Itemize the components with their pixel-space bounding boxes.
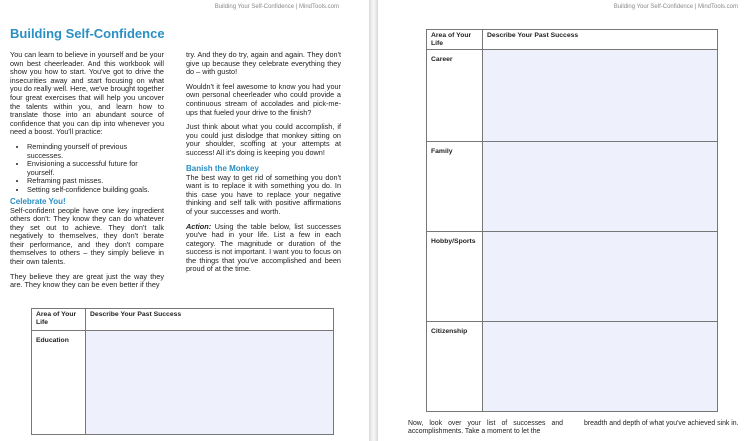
column-header-success: Describe Your Past Success <box>483 30 718 50</box>
column-header-success: Describe Your Past Success <box>86 309 334 331</box>
action-label: Action: <box>186 221 212 231</box>
action-paragraph <box>186 223 341 275</box>
table-row <box>427 142 718 232</box>
right-column <box>186 51 341 280</box>
action-text: Using the table below, list successes you've had in your life. List a few in each category. The magnitude or duration of the success is not important. I want you to focus on the things that you've accomplished and been proud of at the time. <box>186 221 341 274</box>
practice-list <box>10 143 164 195</box>
column-header-area: Area of Your Life <box>32 309 86 331</box>
row-label-citizenship: Citizenship <box>427 322 483 412</box>
success-table <box>31 308 334 435</box>
table-row <box>427 232 718 322</box>
row-label-family: Family <box>427 142 483 232</box>
right-page <box>378 0 750 441</box>
celebrate-paragraph: Self-confident people have one key ingredient others don't: They know they can do whatever they set out to achieve. They don't talk negatively to themselves, they don't berate their performance, and they don't compare themselves to others – they simply believe in their own talents. <box>10 205 164 267</box>
left-column <box>10 51 164 296</box>
left-page <box>0 0 369 441</box>
list-item: • Reframing past misses. <box>27 177 164 186</box>
running-head: Building Your Self-Confidence | MindTools.com <box>613 4 738 10</box>
row-label-career: Career <box>427 50 483 142</box>
closing-paragraph-right: breadth and depth of what you've achieved sink in. <box>584 420 739 427</box>
document-title: Building Self-Confidence <box>10 26 165 41</box>
page-gutter <box>369 0 378 441</box>
intro-paragraph: You can learn to believe in yourself and be your own best cheerleader. And this workbook will show you how to start. You've got to drive the insecurities away and start focusing on what you do really well. Here, we've brought together four great exercises that will help you uncover the talents within you, and learn how to translate those into an abundant source of confidence that you can dip into whenever you need a boost. You'll practice: <box>10 50 164 137</box>
success-cell-education[interactable] <box>86 331 334 435</box>
paragraph: Wouldn't it feel awesome to know you had your own personal cheerleader who could provide a continuous stream of accolades and pick-me-ups that fueled your drive to the finish? <box>186 81 341 117</box>
banish-paragraph: The best way to get rid of something you don't want is to replace it with something you do. In this case you have to replace your negative thinking and self talk with positive affirmations of your successes and worth. <box>186 172 341 216</box>
celebrate-heading: Celebrate You! <box>10 196 66 206</box>
list-item: • Reminding yourself of previous successes. <box>27 143 164 160</box>
table-row <box>427 50 718 142</box>
success-cell-family[interactable] <box>483 142 718 232</box>
celebrate-paragraph-2: They believe they are great just the way they are. They know they can be even better if they <box>10 271 164 290</box>
success-table <box>426 29 718 412</box>
success-cell-career[interactable] <box>483 50 718 142</box>
paragraph: try. And they do try, again and again. They don't give up because they celebrate everything they do – with gusto! <box>186 50 341 77</box>
list-item: • Envisioning a successful future for yourself. <box>27 160 164 177</box>
row-label-hobby-sports: Hobby/Sports <box>427 232 483 322</box>
row-label-education: Education <box>32 331 86 435</box>
closing-paragraph-left: Now, look over your list of successes and accomplishments. Take a moment to let the <box>408 420 563 435</box>
banish-heading: Banish the Monkey <box>186 163 259 173</box>
table-row <box>32 331 334 435</box>
column-header-area: Area of Your Life <box>427 30 483 50</box>
paragraph: Just think about what you could accomplish, if you could just dislodge that monkey sitting on your shoulder, scoffing at your attempts at success! All it's doing is keeping you down! <box>186 122 341 157</box>
success-cell-hobby-sports[interactable] <box>483 232 718 322</box>
success-cell-citizenship[interactable] <box>483 322 718 412</box>
running-head: Building Your Self-Confidence | MindTools.com <box>214 4 339 10</box>
table-row <box>427 322 718 412</box>
list-item: • Setting self-confidence building goals. <box>27 186 164 195</box>
